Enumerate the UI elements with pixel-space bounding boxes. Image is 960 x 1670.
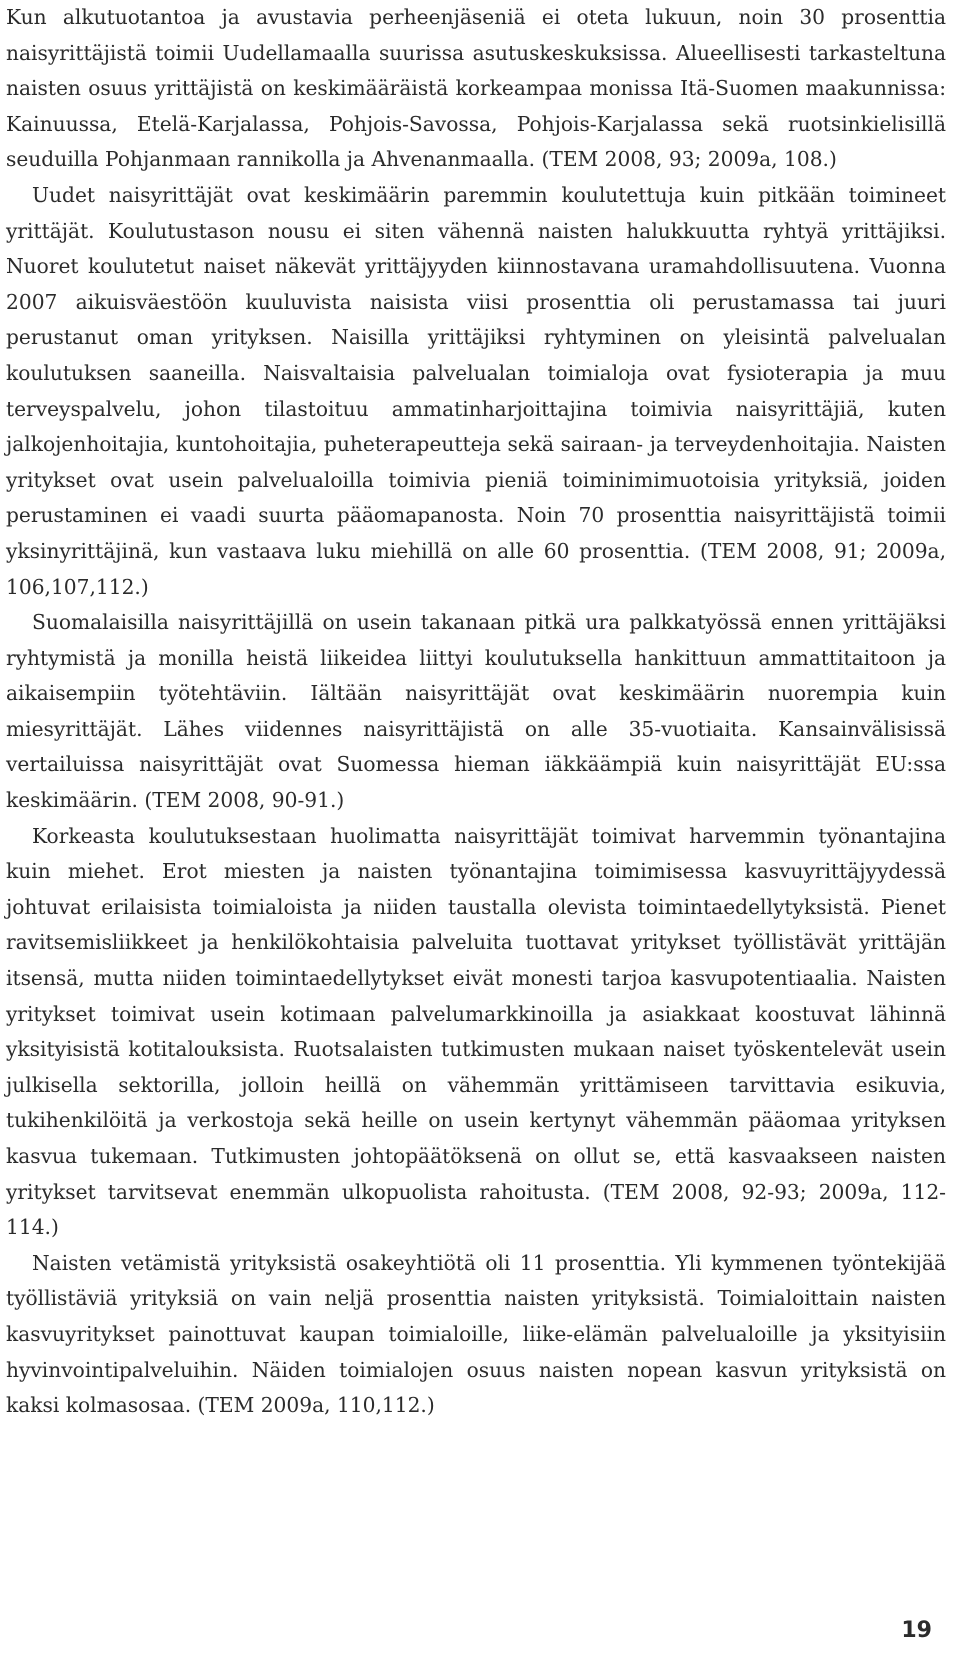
page-number: 19	[901, 1618, 932, 1643]
paragraph-2: Uudet naisyrittäjät ovat keskimäärin paremmin koulutettuja kuin pitkään toimineet yrittäjät. Koulutustason nousu ei siten vähennä naisten halukkuutta ryhtyä yrittäjiksi. Nuoret koulutetut naiset näkevät yrittäjyyden kiinnostavana uramahdollisuutena. Vuonna 2007 aikuisväestöön kuuluvista naisista viisi prosenttia oli perustamassa tai juuri perustanut oman yrityksen. Naisilla yrittäjiksi ryhtyminen on yleisintä palvelualan koulutuksen saaneilla. Naisvaltaisia palvelualan toimialoja ovat fysioterapia ja muu terveyspalvelu, johon tilastoituu ammatinharjoittajina toimivia naisyrittäjiä, kuten jalkojenhoitajia, kuntohoitajia, puheterapeutteja sekä sairaan- ja terveydenhoitajia. Naisten yritykset ovat usein palvelualoilla toimivia pieniä toiminimimuotoisia yrityksiä, joiden perustaminen ei vaadi suurta pääomapanostа. Noin 70 prosenttia naisyrittäjistä toimii yksinyrittäjinä, kun vastaava luku miehillä on alle 60 prosenttia. (TEM 2008, 91; 2009a, 106,107,112.)	[6, 182, 946, 599]
document-body	[6, 0, 946, 1424]
paragraph-5: Naisten vetämistä yrityksistä osakeyhtiötä oli 11 prosenttia. Yli kymmenen työntekijää työllistäviä yrityksiä on vain neljä prosenttia naisten yrityksistä. Toimialoittain naisten kasvuyritykset painottuvat kaupan toimialoille, liike-elämän palvelualoille ja yksityisiin hyvinvointipalveluihin. Näiden toimialojen osuus naisten nopean kasvun yrityksistä on kaksi kolmasosaa. (TEM 2009a, 110,112.)	[6, 1250, 946, 1418]
paragraph-4: Korkeasta koulutuksestaan huolimatta naisyrittäjät toimivat harvemmin työnantajina kuin miehet. Erot miesten ja naisten työnantajina toimimisessa kasvuyrittäjyydessä johtuvat erilaisista toimialoista ja niiden taustalla olevista toimintaedellytyksistä. Pienet ravitsemisliikkeet ja henkilökohtaisia palveluita tuottavat yritykset työllistävät yrittäjän itsensä, mutta niiden toimintaedellytykset eivät monesti tarjoa kasvupotentiaalia. Naisten yritykset toimivat usein kotimaan palvelumarkkinoilla ja asiakkaat koostuvat lähinnä yksityisistä kotitalouksista. Ruotsalaisten tutkimusten mukaan naiset työskentelevät usein julkisella sektorilla, jolloin heillä on vähemmän yrittämiseen tarvittavia esikuvia, tukihenkilöitä ja verkostoja sekä heille on usein kertynyt vähemmän pääomaa yrityksen kasvua tukemaan. Tutkimusten johtopäätöksenä on ollut se, että kasvaakseen naisten yritykset tarvitsevat enemmän ulkopuolista rahoitusta. (TEM 2008, 92-93; 2009a, 112-114.)	[6, 823, 946, 1240]
paragraph-3: Suomalaisilla naisyrittäjillä on usein takanaan pitkä ura palkkatyössä ennen yrittäjäksi ryhtymistä ja monilla heistä liikeidea liittyi koulutuksella hankittuun ammattitaitoon ja aikaisempiin työtehtäviin. Iältään naisyrittäjät ovat keskimäärin nuorempia kuin miesyrittäjät. Lähes viidennes naisyrittäjistä on alle 35-vuotiaita. Kansainvälisissä vertailuissa naisyrittäjät ovat Suomessa hieman iäkkäämpiä kuin naisyrittäjät EU:ssa keskimäärin. (TEM 2008, 90-91.)	[6, 610, 946, 813]
paragraph-1: Kun alkutuotantoa ja avustavia perheenjäseniä ei oteta lukuun, noin 30 prosenttia naisyrittäjistä toimii Uudellamaalla suurissa asutuskeskuksissa. Alueellisesti tarkasteltuna naisten osuus yrittäjistä on keskimääräistä korkeampaa monissa Itä-Suomen maakunnissa: Kainuussa, Etelä-Karjalassa, Pohjois-Savossa, Pohjois-Karjalassa sekä ruotsinkielisillä seuduilla Pohjanmaan rannikolla ja Ahvenanmaalla. (TEM 2008, 93; 2009a, 108.)	[6, 5, 946, 172]
